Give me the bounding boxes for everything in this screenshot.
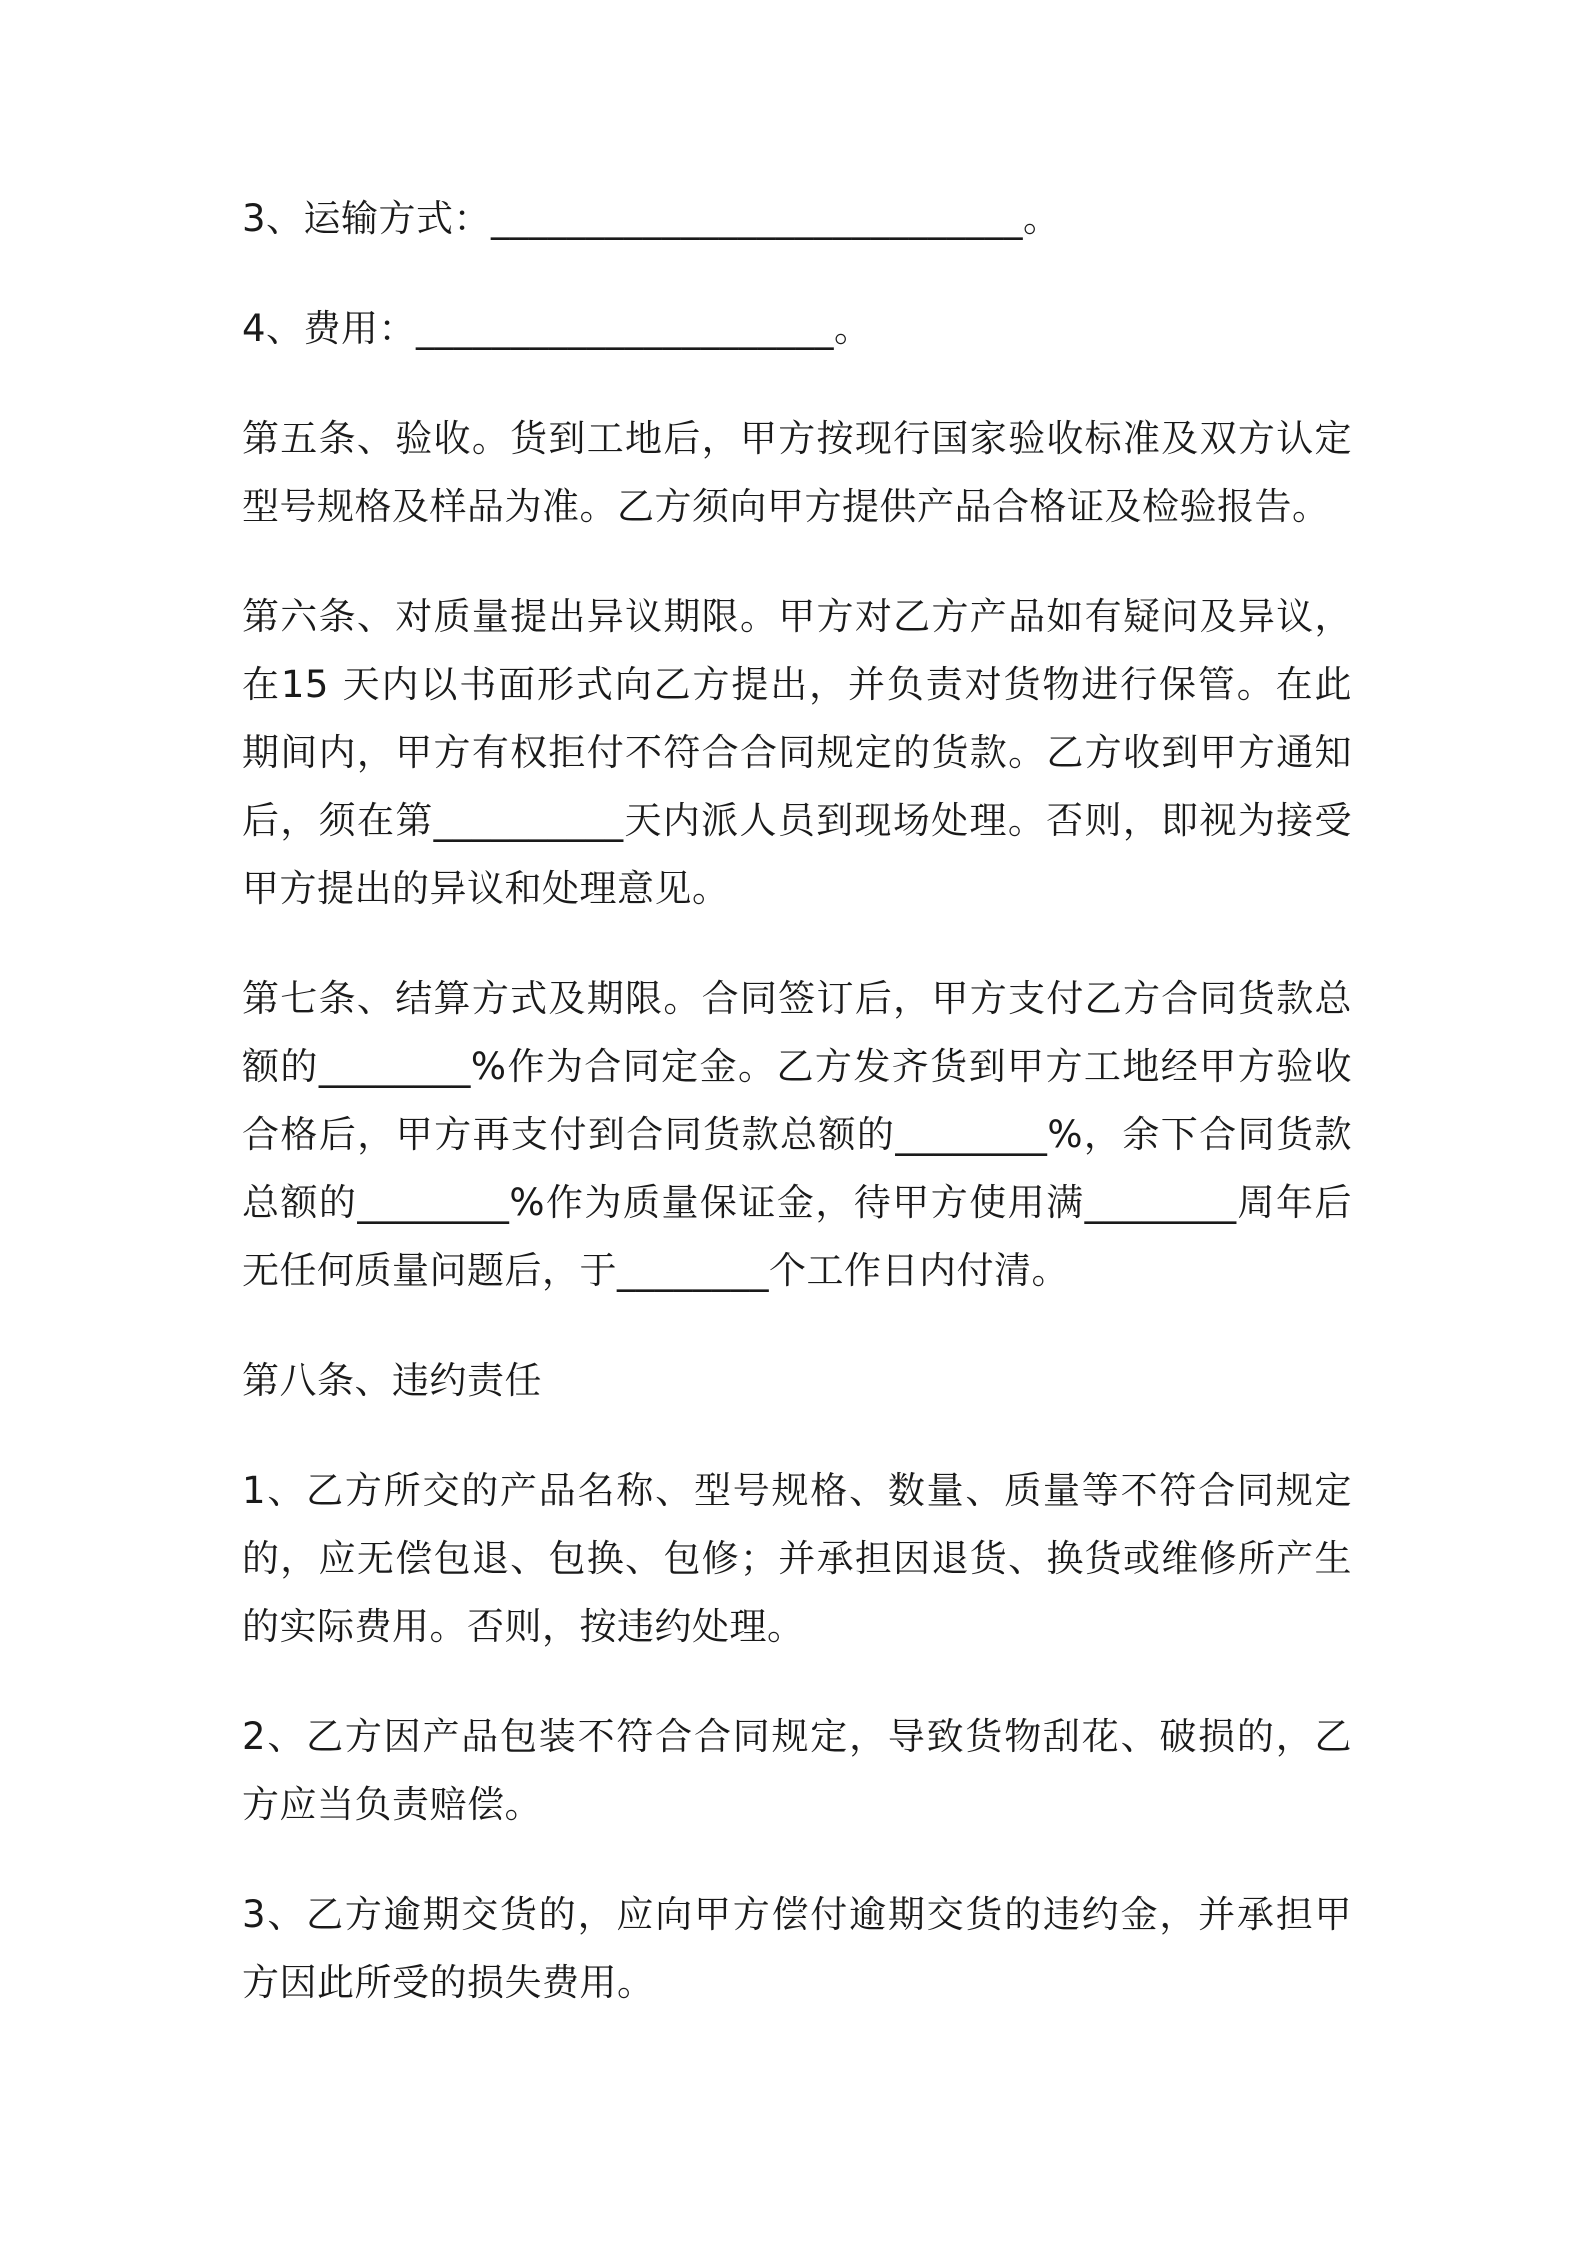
article-5-acceptance: 第五条、验收。货到工地后，甲方按现行国家验收标准及双方认定型号规格及样品为准。乙方须向甲方提供产品合格证及检验报告。: [242, 417, 1352, 528]
liability-item-1: 1、乙方所交的产品名称、型号规格、数量、质量等不符合同规定的，应无偿包退、包换、包修；并承担因退货、换货或维修所产生的实际费用。否则，按违约处理。: [242, 1469, 1352, 1648]
article-7-settlement: 第七条、结算方式及期限。合同签订后，甲方支付乙方合同货款总额的________%作为合同定金。乙方发齐货到甲方工地经甲方验收合格后，甲方再支付到合同货款总额的________%，余下合同货款总额的________%作为质量保证金，待甲方使用满________周年后无任何质量问题后，于________个工作日内付清。: [242, 977, 1352, 1292]
article-8-heading: 第八条、违约责任: [242, 1359, 542, 1402]
article-6-quality-objection: 第六条、对质量提出异议期限。甲方对乙方产品如有疑问及异议，在15 天内以书面形式向乙方提出，并负责对货物进行保管。在此期间内，甲方有权拒付不符合合同规定的货款。乙方收到甲方通知后，须在第__________天内派人员到现场处理。否则，即视为接受甲方提出的异议和处理意见。: [242, 595, 1352, 910]
liability-item-2: 2、乙方因产品包装不符合合同规定，导致货物刮花、破损的，乙方应当负责赔偿。: [242, 1715, 1352, 1826]
clause-transport-method: 3、运输方式：____________________________。: [242, 197, 1061, 240]
document-body: [242, 185, 1352, 2059]
liability-item-3: 3、乙方逾期交货的，应向甲方偿付逾期交货的违约金，并承担甲方因此所受的损失费用。: [242, 1893, 1352, 2004]
clause-fees: 4、费用：______________________。: [242, 307, 872, 350]
